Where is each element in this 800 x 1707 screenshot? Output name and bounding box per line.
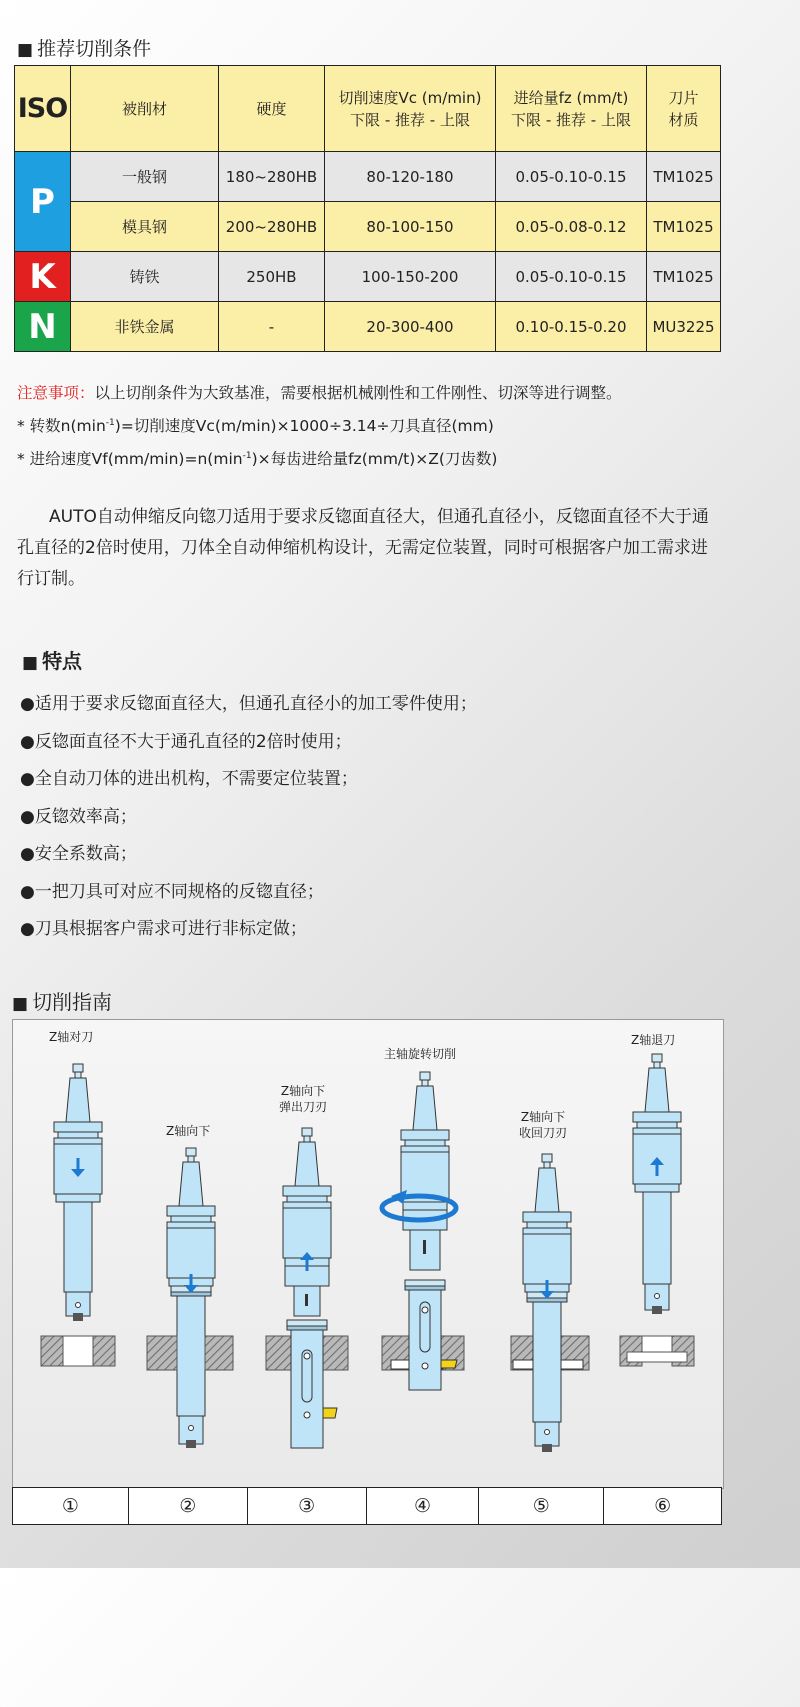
cell-vc: 100-150-200 [325,252,496,302]
header-material: 被削材 [71,66,219,152]
cell-fz: 0.05-0.10-0.15 [496,152,647,202]
step1-label: Z轴对刀 [49,1030,94,1044]
cell-insert: TM1025 [647,252,721,302]
formula-feed: * 进给速度$Vf(mm/\min)=n(\min^{-1})\times$每齿进给量fz(mm/t)×Z(刀齿数) [17,450,498,469]
step2-label: Z轴向下 [166,1124,211,1138]
cell-insert: TM1025 [647,152,721,202]
table-row [15,152,721,202]
header-feed: 进给量fz (mm/t) 下限 - 推荐 - 上限 [496,66,647,152]
step5-tool [511,1154,589,1452]
cell-insert: TM1025 [647,202,721,252]
cell-fz: 0.10-0.15-0.20 [496,302,647,352]
table-header-row [15,66,721,152]
cell-material: 铸铁 [71,252,219,302]
cell-hardness: 250HB [219,252,325,302]
step2-tool [147,1148,233,1448]
step-number: ① [13,1488,129,1524]
cell-vc: 80-100-150 [325,202,496,252]
step-number: ⑥ [604,1488,721,1524]
cutting-guide-illustration [13,1020,723,1488]
step6-tool [620,1054,694,1366]
category-p: P [15,152,71,252]
step-number: ④ [367,1488,480,1524]
square-bullet-icon: ■ [12,994,29,1014]
section-title-cutting-guide: ■ 切削指南 [12,990,113,1014]
list-item: ●反锪效率高； [20,806,137,827]
step4-tool [382,1072,464,1390]
cell-vc: 20-300-400 [325,302,496,352]
square-bullet-icon: ■ [22,653,39,673]
cell-hardness: 200~280HB [219,202,325,252]
cutting-guide-diagram [12,1019,724,1489]
cell-fz: 0.05-0.08-0.12 [496,202,647,252]
cutting-conditions-table [14,65,721,352]
list-item: ●刀具根据客户需求可进行非标定做； [20,919,307,939]
list-item: ●安全系数高； [20,844,137,864]
table-row [15,202,721,252]
step5-label: Z轴向下 收回刀刃 [519,1110,568,1140]
cell-material: 一般钢 [71,152,219,202]
cell-insert: MU3225 [647,302,721,352]
step-number: ⑤ [479,1488,604,1524]
cell-hardness: 180~280HB [219,152,325,202]
list-item: ●反锪面直径不大于通孔直径的2倍时使用； [20,731,352,752]
cell-hardness: - [219,302,325,352]
step4-label: 主轴旋转切削 [384,1047,457,1061]
category-k: K [15,252,71,302]
cell-material: 非铁金属 [71,302,219,352]
notes-label: 注意事项： [17,384,95,402]
feature-list [20,686,477,949]
step-number: ② [129,1488,248,1524]
cell-vc: 80-120-180 [325,152,496,202]
step1-tool [41,1064,115,1366]
notes-block [17,378,622,474]
step3-tool [266,1128,348,1448]
cell-fz: 0.05-0.10-0.15 [496,252,647,302]
cell-material: 模具钢 [71,202,219,252]
list-item: ●一把刀具可对应不同规格的反锪直径； [20,881,324,902]
category-n: N [15,302,71,352]
header-hardness: 硬度 [219,66,325,152]
step-number: ③ [248,1488,367,1524]
header-iso: ISO [15,66,71,152]
header-insert-grade: 刀片 材质 [647,66,721,152]
table-row [15,302,721,352]
list-item: ●全自动刀体的进出机构，不需要定位装置； [20,769,358,789]
section-title-cutting-conditions: ■ 推荐切削条件 [17,38,152,60]
step-number-row [12,1487,722,1525]
list-item: ●适用于要求反锪面直径大，但通孔直径小的加工零件使用； [20,694,477,714]
table-row [15,252,721,302]
notes-line: 注意事项：以上切削条件为大致基准，需要根据机械刚性和工件刚性、切深等进行调整。 [17,384,622,402]
product-description: AUTO自动伸缩反向锪刀适用于要求反锪面直径大，但通孔直径小，反锪面直径不大于通孔直径的2倍时使用，刀体全自动伸缩机构设计，无需定位装置，同时可根据客户加工需求进行订制。 [17,507,709,589]
step3-label: Z轴向下 弹出刀刃 [279,1084,328,1114]
section-title-features: ■ 特点 [22,649,83,673]
formula-rpm: * 转数$n(\min^{-1})=$切削速度Vc(m/min)×1000÷3.14÷刀具直径(mm) [17,417,494,436]
header-cutting-speed: 切削速度Vc (m/min) 下限 - 推荐 - 上限 [325,66,496,152]
step6-label: Z轴退刀 [631,1033,676,1047]
square-bullet-icon: ■ [17,40,34,60]
